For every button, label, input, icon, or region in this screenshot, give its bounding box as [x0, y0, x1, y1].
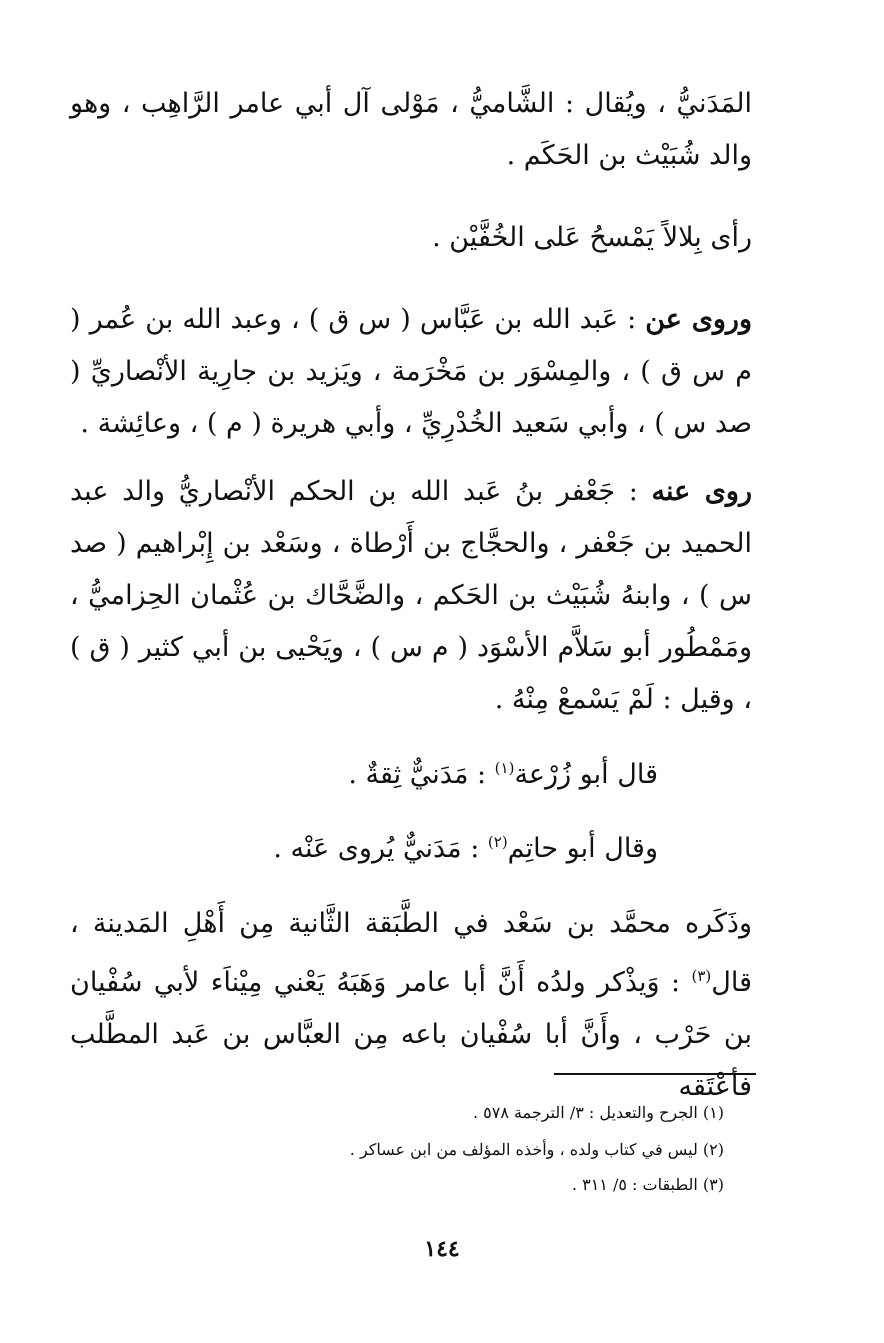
ibn-sad-text-a: وذَكَره محمَّد بن سَعْد في الطَّبَقة الثَّانية مِن أَهْلِ المَدينة ، قال	[70, 908, 752, 998]
paragraph-saw-bilal-text: رأى بِلالاً يَمْسحُ عَلى الخُفَّيْن .	[432, 222, 752, 253]
narrated-from-text: : عَبد الله بن عَبَّاس ( س ق ) ، وعبد الله بن عُمر ( م س ق ) ، والمِسْوَر بن مَخْرَمة ، ويَزيد بن جارِية الأنْصاريِّ ( صد س ) ، وأبي سَعيد الخُدْرِيِّ ، وأبي هريرة ( م ) ، وعائِشة .	[70, 304, 752, 439]
paragraph-abu-zura	[98, 742, 658, 801]
footnote-ref-3: (٣)	[691, 967, 712, 985]
narrators-label: روى عنه	[651, 476, 752, 507]
footnote-3: (٣) الطبقات : ٥/ ٣١١ .	[571, 1175, 724, 1194]
page-number: ١٤٤	[424, 1236, 460, 1262]
footnote-divider	[554, 1073, 756, 1075]
footnote-ref-2: (٢)	[487, 833, 508, 851]
footnote-2: (٢) ليس في كتاب ولده ، وأخذه المؤلف من ابن عساكر .	[349, 1140, 724, 1159]
paragraph-ibn-sad	[70, 898, 752, 1113]
abu-zura-prefix: قال أبو زُرْعة	[514, 759, 658, 790]
footnote-1: (١) الجرح والتعديل : ٣/ الترجمة ٥٧٨ .	[473, 1103, 724, 1122]
abu-hatim-prefix: وقال أبو حاتِم	[507, 833, 658, 864]
narrated-from-label: وروى عن	[645, 304, 752, 335]
paragraph-abu-hatim	[98, 816, 658, 875]
footnote-ref-1: (١)	[494, 759, 515, 777]
paragraph-saw-bilal	[70, 212, 752, 264]
paragraph-narrated-from	[70, 294, 752, 450]
ibn-sad-text-b: : وَيذْكر ولدُه أَنَّ أبا عامر وَهَبَهُ يَعْني مِيْناَء لأبي سُفْيان بن حَرْب ، وأَنَّ أبا سُفْيان باعه مِن العبَّاس بن عَبد المطَّلب فأعْتَقه	[70, 967, 752, 1102]
paragraph-narrators	[70, 466, 752, 726]
paragraph-intro	[70, 78, 752, 182]
abu-hatim-text: : مَدَنيٌّ يُروى عَنْه .	[273, 833, 488, 864]
paragraph-intro-text: المَدَنيُّ ، ويُقال : الشَّاميُّ ، مَوْلى آل أبي عامر الرَّاهِب ، وهو والد شُبَيْث بن الحَكَم .	[70, 88, 752, 171]
abu-zura-text: : مَدَنيٌّ ثِقةٌ .	[348, 759, 495, 790]
narrators-text: : جَعْفر بنُ عَبد الله بن الحكم الأنْصاريُّ والد عبد الحميد بن جَعْفر ، والحجَّاج بن أَرْطاة ، وسَعْد بن إِبْراهيم ( صد س ) ، وابنهُ شُبَيْث بن الحَكم ، والضَّحَّاك بن عُثْمان الحِزاميُّ ، ومَمْطُور أبو سَلاَّم الأسْوَد ( م س ) ، ويَحْيى بن أبي كثير ( ق ) ، وقيل : لَمْ يَسْمعْ مِنْهُ .	[70, 476, 752, 715]
